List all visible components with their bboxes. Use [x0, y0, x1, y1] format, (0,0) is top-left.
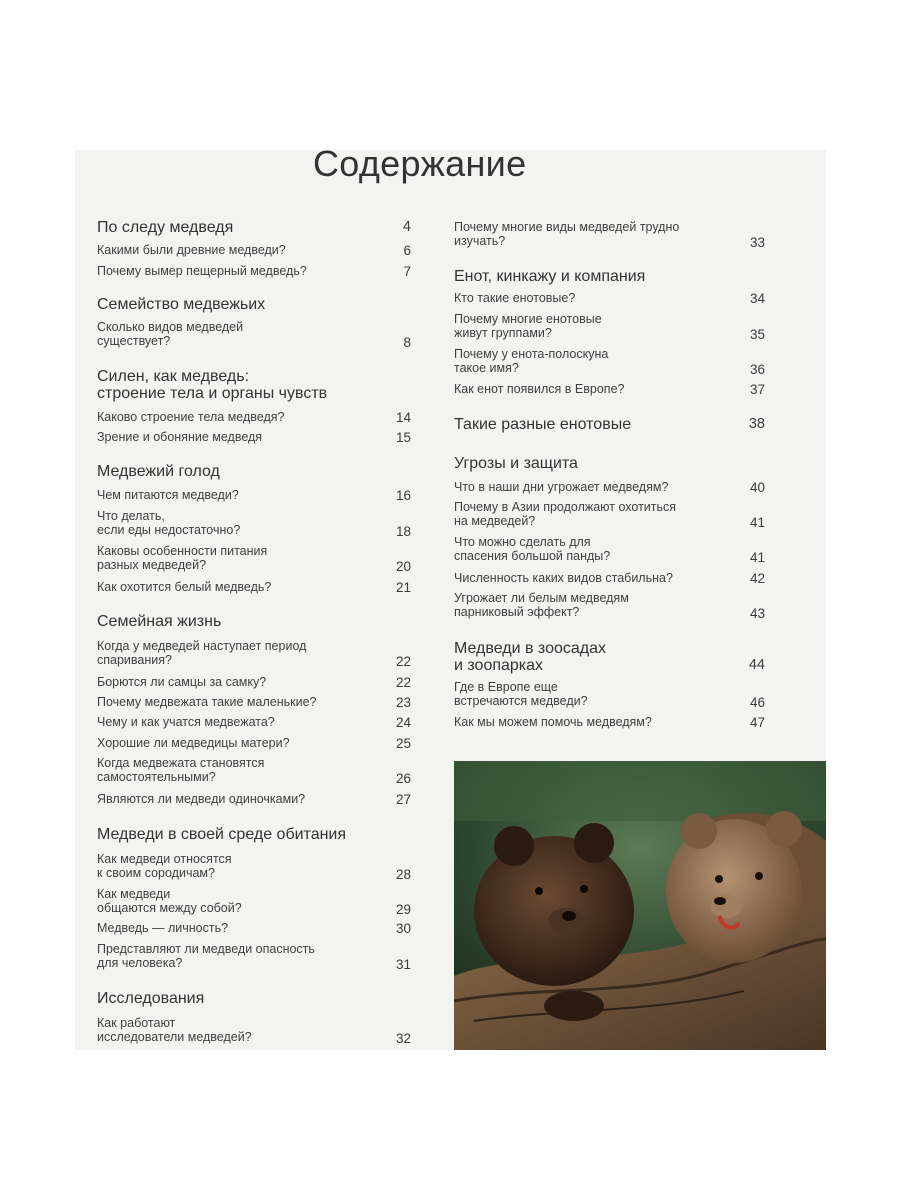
toc-section-heading: Енот, кинкажу и компания	[454, 268, 646, 285]
toc-entry: Как енот появился в Европе?	[454, 382, 625, 396]
toc-section-heading: Семейство медвежьих	[97, 296, 266, 313]
toc-page-number: 37	[749, 382, 765, 397]
toc-entry: Что можно сделать для спасения большой панды?	[454, 535, 611, 563]
toc-entry: Где в Европе еще встречаются медведи?	[454, 680, 588, 708]
toc-page-number: 30	[395, 921, 411, 936]
book-page	[75, 150, 826, 1050]
bear-cubs-photo	[454, 761, 826, 1050]
toc-page-number: 41	[749, 550, 765, 565]
bear-cubs-illustration	[454, 761, 826, 1050]
toc-section-heading: По следу медведя	[97, 219, 234, 236]
toc-entry: Почему у енота-полоскуна такое имя?	[454, 347, 609, 375]
toc-entry: Численность каких видов стабильна?	[454, 571, 673, 585]
page-title: Содержание	[313, 150, 527, 184]
toc-page-number: 42	[749, 571, 765, 586]
toc-page-number: 32	[395, 1031, 411, 1046]
toc-page-number: 46	[749, 695, 765, 710]
toc-entry: Каково строение тела медведя?	[97, 410, 285, 424]
toc-page-number: 4	[402, 219, 411, 235]
toc-section-heading: Медведи в зоосадах и зоопарках	[454, 640, 607, 674]
toc-page-number: 31	[395, 957, 411, 972]
toc-page-number: 35	[749, 327, 765, 342]
toc-page-number: 6	[403, 243, 411, 258]
toc-section-heading: Такие разные енотовые	[454, 416, 632, 433]
toc-entry: Каковы особенности питания разных медведей?	[97, 544, 268, 572]
toc-entry: Чему и как учатся медвежата?	[97, 715, 275, 729]
toc-entry: Сколько видов медведей существует?	[97, 320, 244, 348]
toc-entry: Почему в Азии продолжают охотиться на медведей?	[454, 500, 677, 528]
toc-entry: Почему многие енотовые живут группами?	[454, 312, 602, 340]
toc-section-heading: Исследования	[97, 990, 205, 1007]
toc-entry: Как медведи относятся к своим сородичам?	[97, 852, 232, 880]
toc-entry: Когда медвежата становятся самостоятельными?	[97, 756, 265, 784]
toc-page-number: 26	[395, 771, 411, 786]
toc-page-number: 14	[395, 410, 411, 425]
toc-section-heading: Медведи в своей среде обитания	[97, 826, 347, 843]
toc-entry: Почему многие виды медведей трудно изучать?	[454, 220, 680, 248]
toc-page-number: 21	[395, 580, 411, 595]
toc-entry: Почему вымер пещерный медведь?	[97, 264, 307, 278]
toc-page-number: 44	[748, 657, 765, 673]
toc-page-number: 22	[395, 654, 411, 669]
toc-page-number: 16	[395, 488, 411, 503]
toc-section-heading: Семейная жизнь	[97, 613, 222, 630]
toc-entry: Хорошие ли медведицы матери?	[97, 736, 290, 750]
toc-entry: Что в наши дни угрожает медведям?	[454, 480, 669, 494]
toc-page-number: 23	[395, 695, 411, 710]
toc-entry: Кто такие енотовые?	[454, 291, 576, 305]
toc-entry: Зрение и обоняние медведя	[97, 430, 263, 444]
toc-page-number: 47	[749, 715, 765, 730]
toc-page-number: 38	[748, 416, 765, 432]
toc-page-number: 40	[749, 480, 765, 495]
toc-section-heading: Медвежий голод	[97, 463, 220, 480]
toc-page-number: 41	[749, 515, 765, 530]
toc-entry: Почему медвежата такие маленькие?	[97, 695, 317, 709]
toc-page-number: 43	[749, 606, 765, 621]
toc-page-number: 24	[395, 715, 411, 730]
toc-entry: Как охотится белый медведь?	[97, 580, 272, 594]
toc-page-number: 15	[395, 430, 411, 445]
toc-page-number: 27	[395, 792, 411, 807]
toc-page-number: 34	[749, 291, 765, 306]
toc-entry: Какими были древние медведи?	[97, 243, 286, 257]
toc-page-number: 25	[395, 736, 411, 751]
toc-page-number: 18	[395, 524, 411, 539]
toc-page-number: 8	[403, 335, 411, 350]
toc-page-number: 29	[395, 902, 411, 917]
toc-section-heading: Силен, как медведь: строение тела и органы чувств	[97, 368, 328, 402]
toc-entry: Как медведи общаются между собой?	[97, 887, 242, 915]
toc-entry: Когда у медведей наступает период спаривания?	[97, 639, 307, 667]
toc-page-number: 28	[395, 867, 411, 882]
toc-entry: Представляют ли медведи опасность для человека?	[97, 942, 315, 970]
toc-entry: Как мы можем помочь медведям?	[454, 715, 652, 729]
toc-entry: Что делать, если еды недостаточно?	[97, 509, 241, 537]
toc-entry: Медведь — личность?	[97, 921, 229, 935]
toc-entry: Чем питаются медведи?	[97, 488, 239, 502]
toc-page-number: 22	[395, 675, 411, 690]
toc-section-heading: Угрозы и защита	[454, 455, 578, 472]
toc-page-number: 36	[749, 362, 765, 377]
toc-page-number: 7	[403, 264, 411, 279]
toc-entry: Являются ли медведи одиночками?	[97, 792, 306, 806]
toc-entry: Как работают исследователи медведей?	[97, 1016, 252, 1044]
toc-entry: Угрожает ли белым медведям парниковый эффект?	[454, 591, 629, 619]
toc-page-number: 20	[395, 559, 411, 574]
toc-page-number: 33	[749, 235, 765, 250]
toc-entry: Борются ли самцы за самку?	[97, 675, 267, 689]
